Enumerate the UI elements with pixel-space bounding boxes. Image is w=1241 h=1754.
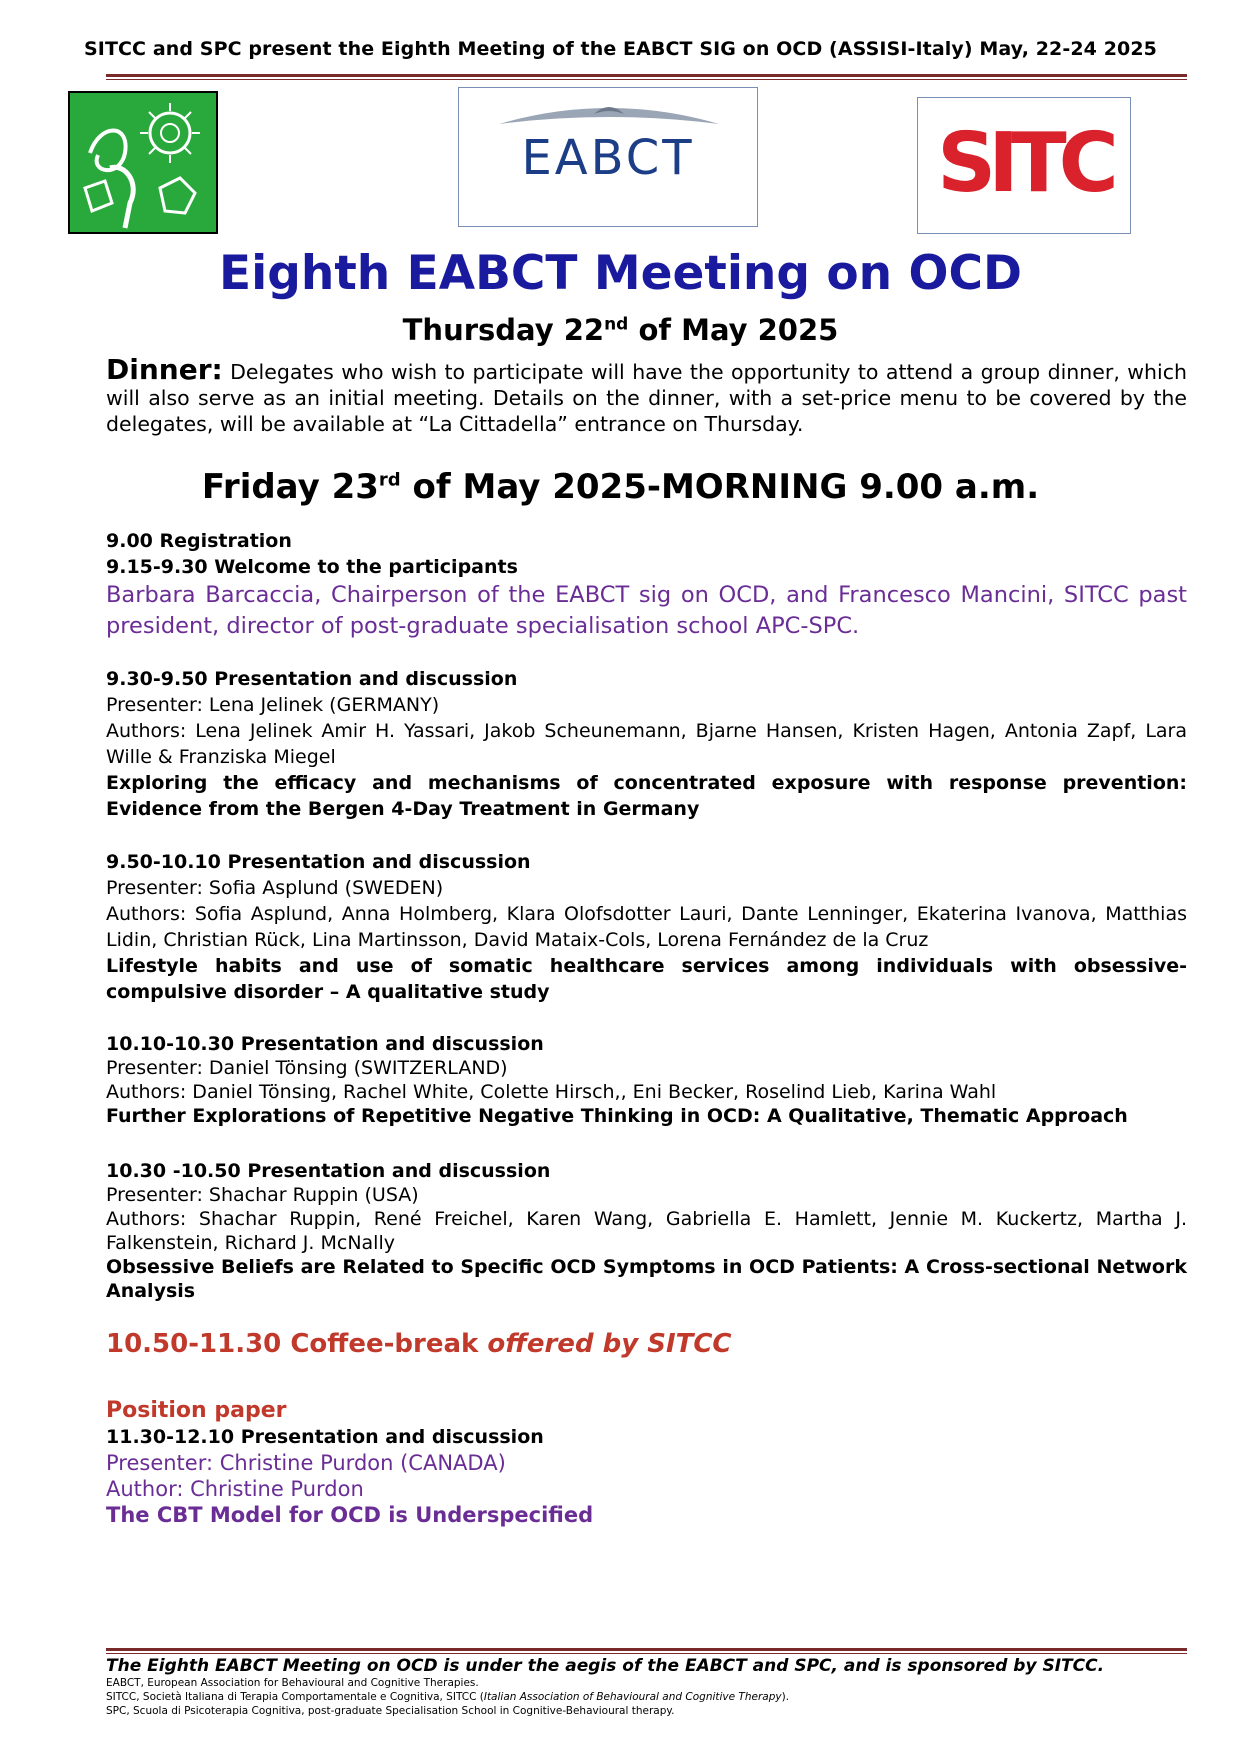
position-paper xyxy=(106,1398,1187,1528)
coffee-main: 10.50-11.30 Coffee-break xyxy=(106,1329,488,1359)
session-authors: Authors: Sofia Asplund, Anna Holmberg, Klara Olofsdotter Lauri, Dante Lenninger, Ekaterina Ivanova, Matthias Lidin, Christian Rück, Lina Martinsson, David Mataix-Cols, Lorena Fernández de la Cruz xyxy=(106,903,1187,951)
footer-note-sitcc-prefix: SITCC, Società Italiana di Terapia Comportamentale e Cognitiva, SITCC ( xyxy=(106,1691,484,1703)
coffee-break xyxy=(106,1331,1187,1357)
dinner-paragraph xyxy=(106,353,1187,437)
session-time: 9.30-9.50 Presentation and discussion xyxy=(106,668,518,690)
friday-suffix: of May 2025-MORNING 9.00 a.m. xyxy=(400,467,1040,507)
session-authors: Authors: Daniel Tönsing, Rachel White, Colette Hirsch,, Eni Becker, Roselind Lieb, Karina Wahl xyxy=(106,1081,997,1103)
session-presenter: Presenter: Daniel Tönsing (SWITZERLAND) xyxy=(106,1057,508,1079)
session-1 xyxy=(106,666,1187,822)
session-author: Author: Christine Purdon xyxy=(106,1477,364,1501)
friday-prefix: Friday 23 xyxy=(201,467,379,507)
footer-note-sitcc-suffix: ). xyxy=(781,1691,790,1703)
session-time: 9.50-10.10 Presentation and discussion xyxy=(106,851,531,873)
session-title: Lifestyle habits and use of somatic healthcare services among individuals with obsessive-compulsive disorder – A qualitative study xyxy=(106,955,1187,1003)
session-title: Exploring the efficacy and mechanisms of concentrated exposure with response prevention: Evidence from the Bergen 4-Day Treatment in Germany xyxy=(106,772,1187,820)
session-presenter: Presenter: Sofia Asplund (SWEDEN) xyxy=(106,877,444,899)
session-title: The CBT Model for OCD is Underspecified xyxy=(106,1503,594,1527)
coffee-italic: offered by SITCC xyxy=(487,1329,732,1359)
apc-logo-icon xyxy=(70,93,216,232)
session-presenter: Presenter: Shachar Ruppin (USA) xyxy=(106,1184,419,1206)
footer-note-sitcc xyxy=(106,1690,1187,1704)
apc-logo xyxy=(68,91,218,234)
agenda-opening xyxy=(106,528,1187,642)
eabct-logo-text: EABCT xyxy=(521,130,695,186)
footer-note-eabct: EABCT, European Association for Behavioural and Cognitive Therapies. xyxy=(106,1677,479,1689)
footer-rule xyxy=(106,1648,1187,1654)
friday-sup: rd xyxy=(378,469,401,491)
header-rule xyxy=(106,74,1187,80)
session-presenter: Presenter: Lena Jelinek (GERMANY) xyxy=(106,694,440,716)
registration: 9.00 Registration xyxy=(106,530,292,552)
session-title: Obsessive Beliefs are Related to Specific OCD Symptoms in OCD Patients: A Cross-sectional Network Analysis xyxy=(106,1256,1187,1302)
footer-note-spc: SPC, Scuola di Psicoterapia Cognitiva, post-graduate Specialisation School in Cognitive-Behavioural therapy. xyxy=(106,1705,675,1717)
position-paper-heading: Position paper xyxy=(106,1398,287,1423)
sitcc-logo-text: SITC xyxy=(937,116,1111,211)
session-title: Further Explorations of Repetitive Negative Thinking in OCD: A Qualitative, Thematic Approach xyxy=(106,1105,1128,1127)
session-2 xyxy=(106,849,1187,1005)
coffee-break-text xyxy=(106,1331,1187,1357)
session-time: 11.30-12.10 Presentation and discussion xyxy=(106,1426,544,1448)
thursday-prefix: Thursday 22 xyxy=(402,313,605,347)
header-title: SITCC and SPC present the Eighth Meeting of the EABCT SIG on OCD (ASSISI-Italy) May, 22-24 2025 xyxy=(84,38,1157,60)
thursday-sup: nd xyxy=(604,314,629,335)
footer-note-sitcc-italic: Italian Association of Behavioural and Cognitive Therapy xyxy=(483,1691,782,1703)
friday-heading xyxy=(0,467,1241,507)
dinner-label: Dinner: xyxy=(106,353,223,386)
footer xyxy=(106,1656,1187,1718)
page-title: Eighth EABCT Meeting on OCD xyxy=(219,246,1022,301)
sitcc-logo xyxy=(917,97,1131,234)
thursday-date xyxy=(0,313,1241,347)
welcome-text: Barbara Barcaccia, Chairperson of the EABCT sig on OCD, and Francesco Mancini, SITCC past president, director of post-graduate specialisation school APC-SPC. xyxy=(106,582,1187,639)
session-time: 10.30 -10.50 Presentation and discussion xyxy=(106,1160,551,1182)
session-authors: Authors: Shachar Ruppin, René Freichel, Karen Wang, Gabriella E. Hamlett, Jennie M. Kuckertz, Martha J. Falkenstein, Richard J. McNally xyxy=(106,1208,1187,1254)
session-time: 10.10-10.30 Presentation and discussion xyxy=(106,1033,544,1055)
thursday-suffix: of May 2025 xyxy=(628,313,839,347)
footer-main: The Eighth EABCT Meeting on OCD is under the aegis of the EABCT and SPC, and is sponsored by SITCC. xyxy=(106,1656,1105,1676)
dinner-text: Delegates who wish to participate will have the opportunity to attend a group dinner, which will also serve as an initial meeting. Details on the dinner, with a set-price menu to be covered by the delegates, will be available at “La Cittadella” entrance on Thursday. xyxy=(106,360,1187,436)
eabct-logo xyxy=(458,87,758,227)
session-presenter: Presenter: Christine Purdon (CANADA) xyxy=(106,1451,506,1475)
session-4 xyxy=(106,1159,1187,1303)
session-authors: Authors: Lena Jelinek Amir H. Yassari, Jakob Scheunemann, Bjarne Hansen, Kristen Hagen, Antonia Zapf, Lara Wille & Franziska Miegel xyxy=(106,720,1187,768)
session-3 xyxy=(106,1032,1187,1128)
welcome-time: 9.15-9.30 Welcome to the participants xyxy=(106,556,518,578)
